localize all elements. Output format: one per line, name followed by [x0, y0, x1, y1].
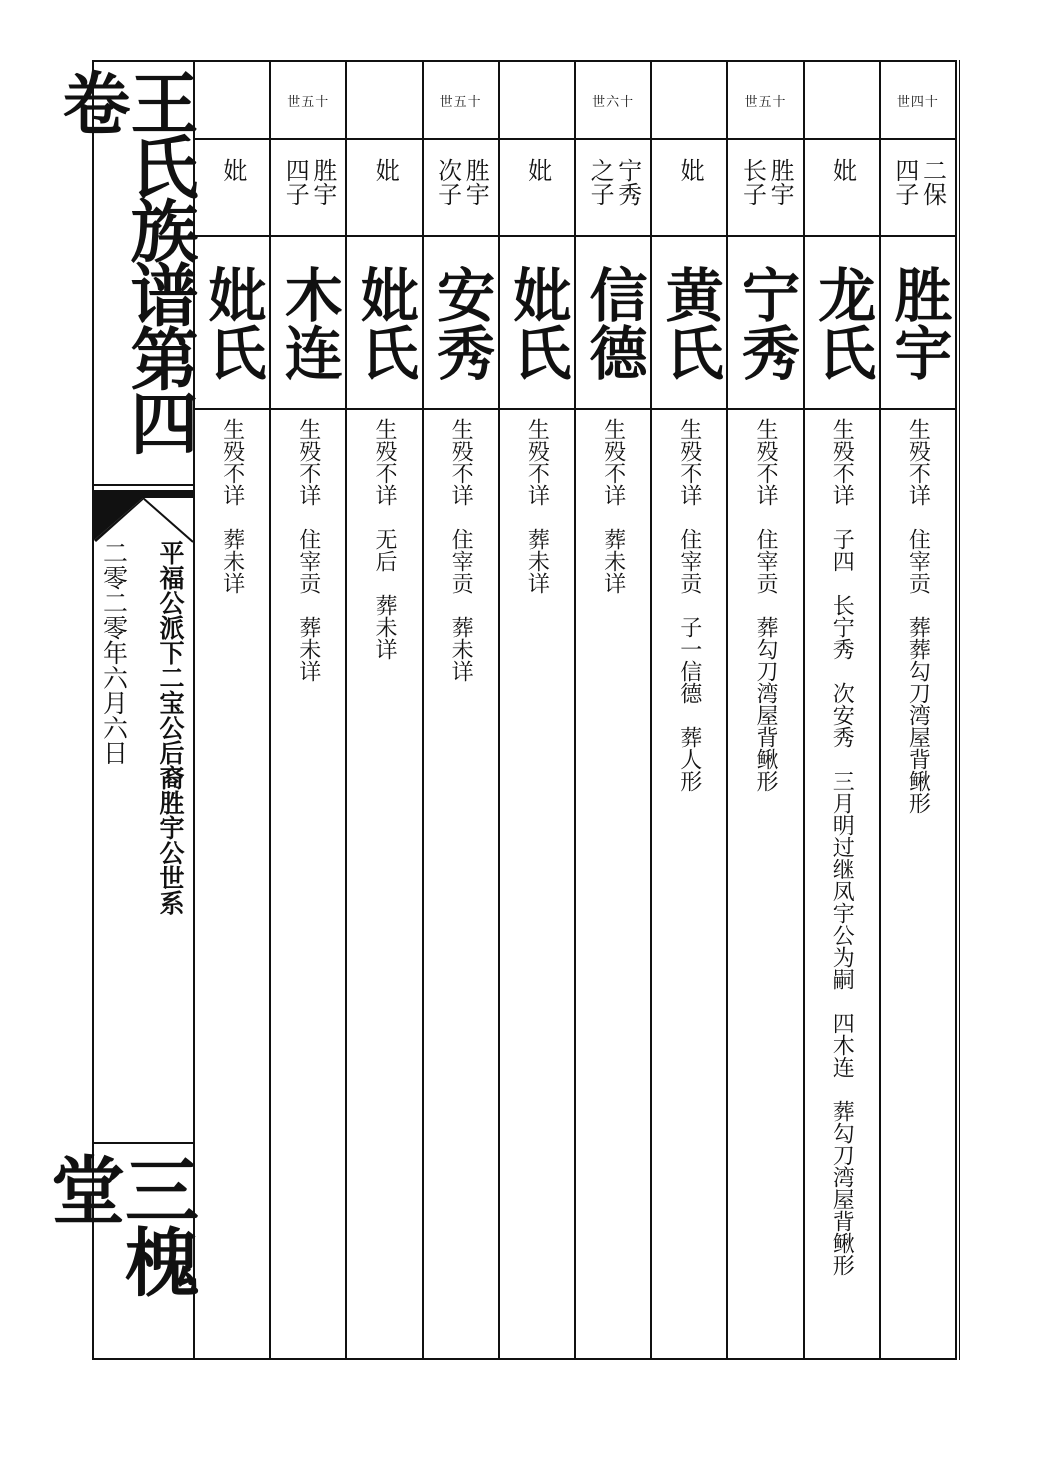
- detail-cell: [576, 410, 650, 1358]
- generation-label: [805, 62, 879, 140]
- relation-text: 妣: [371, 158, 400, 182]
- lineage-column: [422, 62, 498, 1358]
- name-cell: [881, 237, 955, 410]
- person-detail: 生殁不详 住宰贡 葬勾刀湾屋背鳅形: [752, 418, 778, 792]
- relation-text: 宁秀 之子: [586, 158, 642, 230]
- generation-label: 世五十: [728, 62, 802, 140]
- person-name: 胜宇: [884, 264, 953, 381]
- title-strip: [39, 62, 199, 1358]
- person-detail: 生殁不详 葬未详: [219, 418, 245, 594]
- detail-cell: [271, 410, 345, 1358]
- relation-cell: [576, 140, 650, 237]
- lineage-column: [345, 62, 421, 1358]
- person-detail: 生殁不详 无后 葬未详: [371, 418, 397, 660]
- person-name: 信德: [579, 264, 648, 381]
- person-name: 妣氏: [503, 264, 572, 381]
- person-detail: 生殁不详 葬未详: [524, 418, 550, 594]
- generation-label: 世五十: [424, 62, 498, 140]
- name-cell: [728, 237, 802, 410]
- relation-text: 胜宇 四子: [281, 158, 337, 230]
- title-divider: [94, 484, 193, 486]
- person-name: 木连: [274, 264, 343, 381]
- relation-text: 胜宇 次子: [433, 158, 490, 230]
- lineage-subtitle: 平福公派下二宝公后裔胜宇公世系: [156, 540, 185, 915]
- generation-label: [195, 62, 269, 140]
- detail-cell: [805, 410, 879, 1358]
- generation-label: [347, 62, 421, 140]
- name-cell: [652, 237, 726, 410]
- detail-cell: [652, 410, 726, 1358]
- name-cell: [271, 237, 345, 410]
- generation-label: 世六十: [576, 62, 650, 140]
- relation-text: 二保 四子: [890, 158, 947, 230]
- person-name: 安秀: [427, 264, 496, 381]
- hall-divider: [94, 1142, 193, 1144]
- relation-cell: [728, 140, 802, 237]
- detail-cell: [424, 410, 498, 1358]
- person-name: 妣氏: [198, 264, 267, 381]
- lineage-column: [269, 62, 345, 1358]
- lineage-column: [195, 62, 269, 1358]
- generation-label: [652, 62, 726, 140]
- person-detail: 生殁不详 子四 长宁秀 次安秀 三月明过继凤宇公为嗣 四木连 葬勾刀湾屋背鳅形: [829, 418, 855, 1276]
- person-detail: 生殁不详 住宰贡 葬葬勾刀湾屋背鳅形: [905, 418, 931, 814]
- relation-text: 妣: [828, 158, 857, 182]
- relation-text: 妣: [218, 158, 247, 182]
- generation-label: [500, 62, 574, 140]
- relation-cell: [500, 140, 574, 237]
- book-title: 王氏族谱第四卷: [51, 68, 199, 452]
- relation-cell: [881, 140, 955, 237]
- detail-cell: [347, 410, 421, 1358]
- relation-cell: [652, 140, 726, 237]
- name-cell: [500, 237, 574, 410]
- generation-label: 世四十: [881, 62, 955, 140]
- person-name: 宁秀: [731, 264, 800, 381]
- person-detail: 生殁不详 葬未详: [600, 418, 626, 594]
- name-cell: [347, 237, 421, 410]
- relation-cell: [195, 140, 269, 237]
- relation-text: 妣: [676, 158, 705, 182]
- person-name: 妣氏: [350, 264, 419, 381]
- person-detail: 生殁不详 住宰贡 葬未详: [448, 418, 474, 682]
- relation-text: 妣: [523, 158, 552, 182]
- lineage-column: [879, 62, 955, 1358]
- hall-name: 三槐堂: [39, 1152, 199, 1296]
- lineage-column: [803, 62, 879, 1358]
- detail-cell: [728, 410, 802, 1358]
- relation-cell: [347, 140, 421, 237]
- lineage-column: [574, 62, 650, 1358]
- name-cell: [805, 237, 879, 410]
- lineage-column: [498, 62, 574, 1358]
- generation-label: 世五十: [271, 62, 345, 140]
- detail-cell: [500, 410, 574, 1358]
- name-cell: [195, 237, 269, 410]
- lineage-column: [726, 62, 802, 1358]
- person-detail: 生殁不详 住宰贡 子一信德 葬人形: [676, 418, 702, 792]
- relation-cell: [424, 140, 498, 237]
- genealogy-grid: [195, 62, 955, 1358]
- relation-cell: [805, 140, 879, 237]
- genealogy-page-frame: [39, 60, 957, 1360]
- name-cell: [576, 237, 650, 410]
- person-name: 龙氏: [808, 264, 877, 381]
- compile-date: 二零二零年六月六日: [99, 540, 129, 765]
- person-name: 黄氏: [655, 264, 724, 381]
- detail-cell: [881, 410, 955, 1358]
- relation-text: 胜宇 长子: [738, 158, 795, 230]
- detail-cell: [195, 410, 269, 1358]
- lineage-column: [650, 62, 726, 1358]
- relation-cell: [271, 140, 345, 237]
- person-detail: 生殁不详 住宰贡 葬未详: [295, 418, 321, 682]
- name-cell: [424, 237, 498, 410]
